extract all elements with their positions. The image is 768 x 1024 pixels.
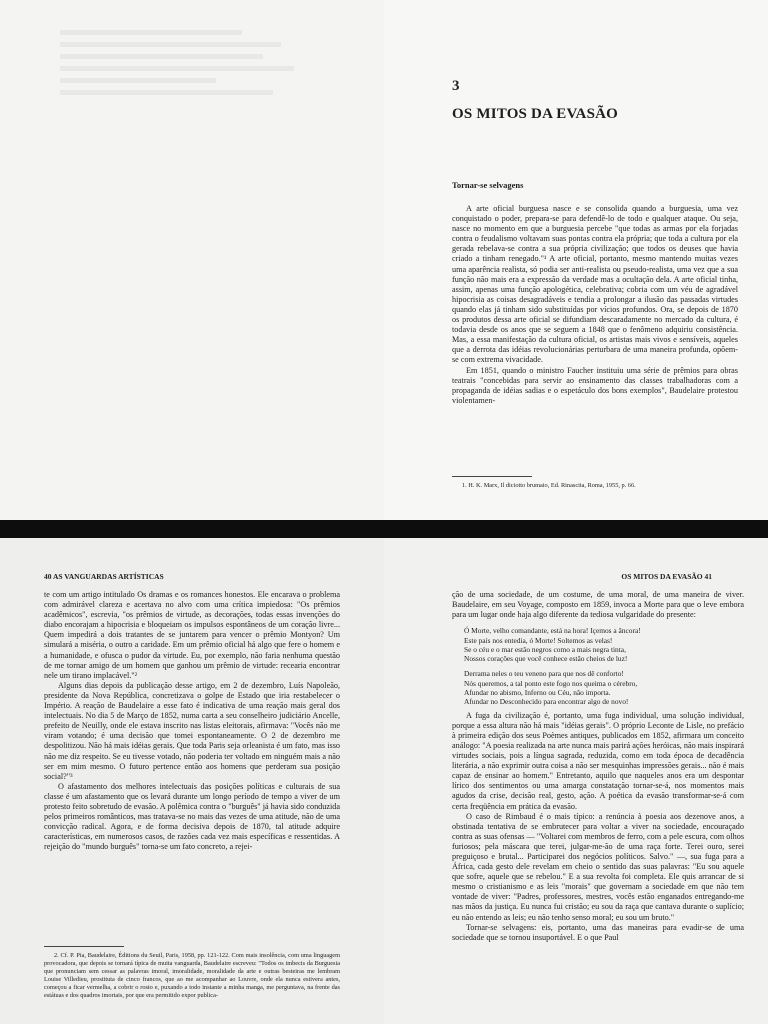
paragraph: ção de uma sociedade, de um costume, de uma moral, de uma maneira de viver. Baudelaire, em seu Voyage, composto em 1859, invoca a Morte para que o leve embora para um lugar onde haja algo diferente da tediosa vulgaridade do presente:: [452, 590, 744, 620]
verse-stanza: [464, 626, 744, 663]
verse-line: Se o céu e o mar estão negros como a mais negra tinta,: [464, 644, 626, 654]
footnote-rule: [452, 476, 532, 477]
body-text: [452, 204, 738, 406]
paragraph: Em 1851, quando o ministro Faucher instituiu uma série de prêmios para obras teatrais "concebidas para servir ao ensinamento das classes trabalhadoras com a propaganda de idéias sadias e o espetáculo dos bons exemplos", Baudelaire protestou violentamen-: [452, 365, 738, 405]
body-text: [452, 590, 744, 943]
verse-stanza: [464, 669, 744, 706]
footnote: 1. H. K. Marx, Il diciotto brumaio, Ed. Rinascita, Roma, 1955, p. 66.: [462, 482, 636, 489]
paragraph: A arte oficial burguesa nasce e se consolida quando a burguesia, uma vez conquistado o poder, prepara-se para defendê-lo de todo e qualquer ataque. Ou seja, nasce no momento em que a burguesia percebe "que todas as armas por ela forjadas contra o feudalismo voltavam suas pontas contra ela própria; que toda a cultura por ela gerada rebelava-se contra a sua própria civilização; que todos os deuses que havia criado a tinham renegado."¹ A arte oficial, portanto, mesmo mantendo muitas vezes uma aparência realista, só podia ser anti-realista ou pseudo-realista, uma vez que a sua função não mais era a expressão da verdade mas a ocultação dela. A arte oficial tinha, assim, apenas uma função apologética, celebrativa; cobria com um véu de agradável hipocrisia as coisas desagradáveis e tendia a prolongar a ilusão das passadas virtudes quando elas já tinham sido substituídas por vícios profundos. Ora, se depois de 1870 os produtos dessa arte oficial se difundiam descaradamente no mercado da cultura, é todavia desde os anos que se seguem a 1848 que o fenômeno adquiriu consistência. Mas, a essa manifestação da cultura oficial, os artistas mais vivos e sensíveis, aqueles que a derrota das idéias revolucionárias perturbara de uma maneira profunda, opõem-se com extrema vivacidade.: [452, 204, 738, 365]
verse-line: Ó Morte, velho comandante, está na hora! Içemos a âncora!: [464, 626, 641, 636]
running-head: 40 AS VANGUARDAS ARTÍSTICAS: [44, 572, 164, 581]
verse-line: Nós queremos, a tal ponto este fogo nos queima o cérebro,: [464, 678, 638, 688]
page-40: [0, 538, 384, 1024]
verse-line: Este país nos entedia, ó Morte! Soltemos as velas!: [464, 635, 613, 645]
chapter-number: 3: [452, 78, 460, 94]
page-41: [384, 538, 768, 1024]
footnote-block: [44, 946, 340, 999]
verse-line: Derrama neles o teu veneno para que nos dê conforto!: [464, 669, 624, 679]
paragraph: te com um artigo intitulado Os dramas e os romances honestos. Ele encarava o problema com admirável clareza e acertava no alvo com uma crítica impiedosa: "Os prêmios acadêmicos", escrevia, "os prêmios de virtude, as decorações, todas essas invenções do diabo encorajam a hipocrisia e bloqueiam os impulsos espontâneos de um coração livre... Quem impedirá a dois tratantes de se juntarem para vencer o prêmio Montyon? Um simulará a miséria, o outro a caridade. Em um prêmio oficial há algo que fere o homem e a humanidade, e ofusca o pudor da virtude. Eu, por exemplo, não faria nenhuma questão de me tornar amigo de um homem que ganhou um prêmio de virtude: recearia encontrar nele um tirano implacável."²: [44, 590, 340, 680]
paragraph: Tornar-se selvagens: eis, portanto, uma das maneiras para evadir-se de uma sociedade que se tornou insuportável. E o que Paul: [452, 922, 744, 942]
paragraph: Alguns dias depois da publicação desse artigo, em 2 de dezembro, Luís Napoleão, presidente da Nova República, concretizava o golpe de Estado que iria restabelecer o Império. A reação de Baudelaire a esse fato é indicativa de uma reação mais geral dos intelectuais. No dia 5 de Março de 1852, numa carta a seu conselheiro judiciário Ancelle, prefeito de Neuilly, onde ele estava inscrito nas listas eleitorais, afirmava: "Vocês não me viram votando; é uma decisão que tomei espontaneamente. O 2 de dezembro me despolitizou. Não há mais idéias gerais. Que toda Paris seja orleanista é um fato, mas isso não me diz respeito. Se eu tivesse votado, não poderia ter voltado em ninguém mais a não ser em mim mesmo. O futuro pertence então aos homens que perderam sua posição social?"³: [44, 680, 340, 781]
page-blank-left: [0, 0, 384, 520]
paragraph: O afastamento dos melhores intelectuais das posições políticas e culturais de sua classe é um afastamento que os levará durante um longo período de tempo a viver de um protesto feito sobretudo de evasão. A polêmica contra o "burguês" já havia sido conduzida pelos primeiros românticos, mas tratava-se no mais das vezes de uma atitude, não de uma convicção radical. Agora, e de forma decisiva depois de 1870, tal atitude adquire características, em numerosos casos, de razões cada vez mais específicas e ressentidas. A rejeição do "mundo burguês" torna-se um fato concreto, a rejei-: [44, 781, 340, 852]
verse-line: Nossos corações que você conhece estão cheios de luz!: [464, 654, 628, 664]
chapter-title: OS MITOS DA EVASÃO: [452, 106, 619, 122]
verse-line: Afundar no Desconhecido para encontrar algo de novo!: [464, 697, 629, 707]
verse-line: Afundar no abismo, Inferno ou Céu, não importa.: [464, 688, 611, 698]
body-text: [44, 590, 340, 852]
footnote: 2. Cf. P. Pia, Baudelaire, Éditions du Seuil, Paris, 1958, pp. 121-122. Com mais insolência, com uma linguagem provocadora, que depois se tornará típica de muita vanguarda, Baudelaire escreveu: "Todos os imbecis da Burguesia que pronunciam sem cessar as palavras imoral, imoralidade, moralidade da arte e outras besteiras me lembram Louise Villedieu, prostituta de cinco francos, que ao me acompanhar ao Louvre, onde ela nunca estivera antes, começou a ficar vermelha, a cobrir o rosto e, puxando a todo instante a minha manga, me perguntava, na frente das estátuas e dos quadros imortais, por que era permitido expor publica-: [44, 952, 340, 999]
page-chapter-opening: [384, 0, 768, 520]
footnote-rule: [44, 946, 124, 947]
faded-show-through-text: [60, 30, 320, 102]
paragraph: A fuga da civilização é, portanto, uma fuga individual, uma solução individual, porque a essa altura não há mais "idéias gerais". O próprio Leconte de Lisle, no prefácio à primeira edição dos seus Poèmes antiques, publicados em 1852, afirmara um conceito análogo: "A poesia realizada na arte nunca mais parirá ações heróicas, não mais inspirará virtudes sociais, pois a língua sagrada, reduzida, como em toda época de decadência literária, a não exprimir outra coisa a não ser mesquinhas impressões gerais... não é mais capaz de ensinar ao homem." Entretanto, aquilo que naqueles anos era um despontar lírico dos sentimentos ou uma amarga constatação tornar-se-á, nos momentos mais agudos da crise, decisão real, gesto, ação. A poética da evasão transformar-se-á com certa freqüência em prática da evasão.: [452, 710, 744, 811]
paragraph: O caso de Rimbaud é o mais típico: a renúncia à poesia aos dezenove anos, a obstinada tentativa de se embrutecer para voltar a viver na sociedade, encouraçado contra as suas ofensas — "Voltarei com membros de ferro, com a pele escura, com olhos furiosos; pela máscara que terei, julgar-me-ão de uma raça forte. Terei ouro, serei preguiçoso e brutal... Participarei dos negócios políticos. Salvo." —, sua fuga para a África, cada gesto dele revelam em cheio o sentido das suas palavras: "Eu sou aquele que sofre, aquele que se rebelou." E a sua revolta foi completa. Ele quis arrancar de si mesmo o cristianismo e as leis "morais" que governam a sociedade em que não tem vontade de viver: "Padres, professores, mestres, vocês estão enganados entregando-me nas mãos da justiça. Eu nunca fui cristão; eu sou da raça que cantava durante o suplício; eu não entendo as leis; eu não tenho senso moral; eu sou um bruto.": [452, 811, 744, 922]
running-head: OS MITOS DA EVASÃO 41: [621, 572, 712, 581]
section-title: Tornar-se selvagens: [452, 180, 524, 190]
